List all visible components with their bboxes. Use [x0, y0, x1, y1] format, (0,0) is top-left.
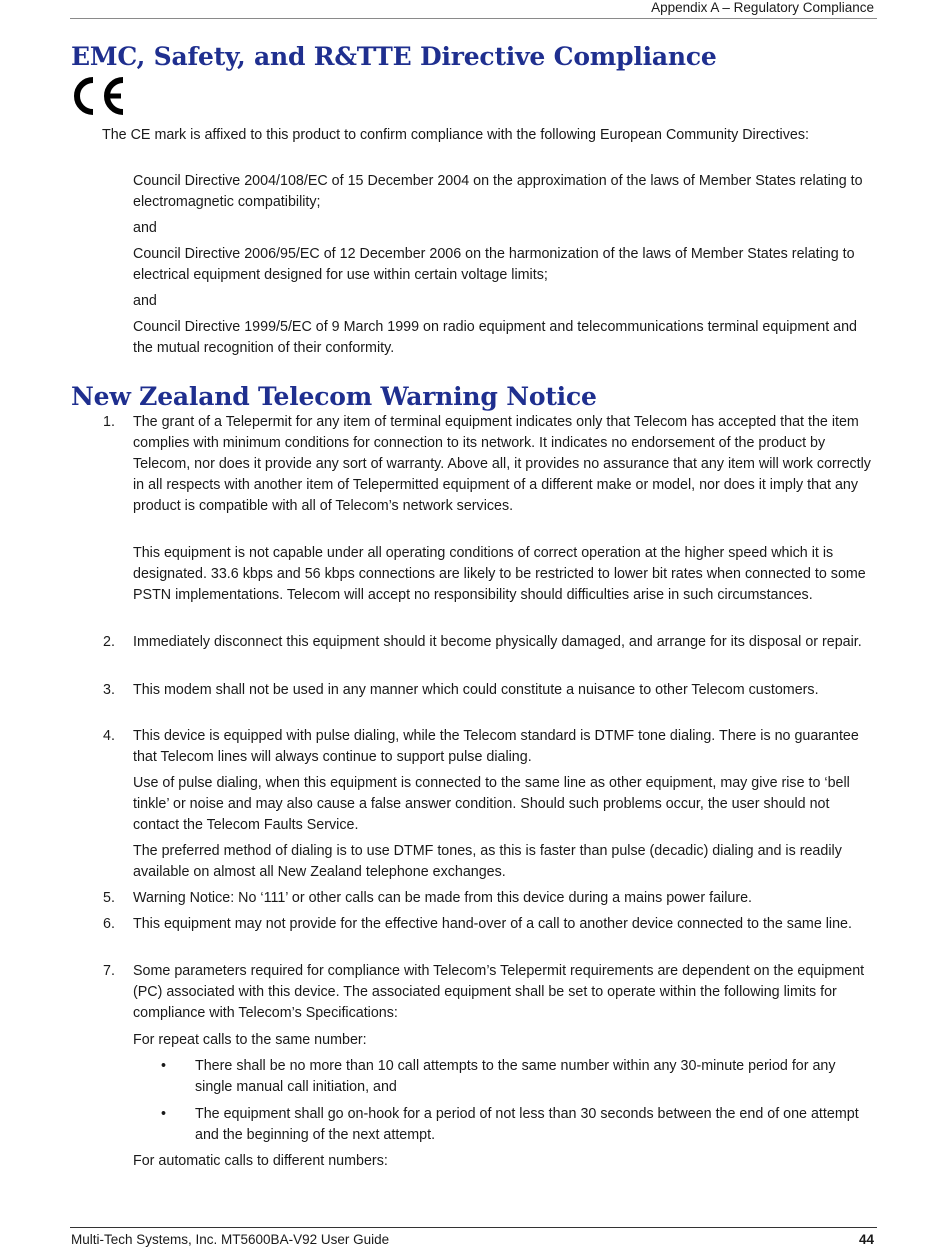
directive-1: Council Directive 2004/108/EC of 15 December 2004 on the approximation of the laws of Member States relating to electromagnetic compatibility; — [133, 173, 863, 210]
item-6-number: 6. — [103, 916, 115, 932]
page-number: 44 — [858, 1232, 874, 1247]
item-6-text: This equipment may not provide for the effective hand-over of a call to another device connected to the same line. — [133, 916, 852, 932]
ce-mark-icon — [71, 76, 129, 116]
item-7-text: Some parameters required for compliance with Telecom’s Telepermit requirements are dependent on the equipment (PC) associated with this device. The associated equipment shall be set to operate within the following limits for compliance with Telecom’s Specifications: — [133, 963, 865, 1021]
directive-2: Council Directive 2006/95/EC of 12 December 2006 on the harmonization of the laws of Member States relating to electrical equipment designed for use within certain voltage limits; — [133, 246, 855, 283]
item-4-sub-1: Use of pulse dialing, when this equipment is connected to the same line as other equipment, may give rise to ‘bell tinkle’ or noise and may also cause a false answer condition. Should such problems occur, the user should not contact the Telecom Faults Service. — [133, 775, 850, 833]
item-5-text: Warning Notice: No ‘111’ or other calls can be made from this device during a mains power failure. — [133, 890, 753, 906]
and-1: and — [133, 220, 157, 236]
item-1-sub-1: This equipment is not capable under all operating conditions of correct operation at the higher speed which it is designated. 33.6 kbps and 56 kbps connections are likely to be restricted to lower bit rates when connected to some PSTN implementations. Telecom will accept no responsibility should difficulties arise in such circumstances. — [133, 545, 866, 603]
item-3-text: This modem shall not be used in any manner which could constitute a nuisance to other Telecom customers. — [133, 682, 819, 698]
item-4-number: 4. — [103, 728, 115, 744]
bullet-icon: • — [161, 1058, 167, 1074]
item-2-text: Immediately disconnect this equipment should it become physically damaged, and arrange for its disposal or repair. — [133, 634, 862, 650]
footer-title: Multi-Tech Systems, Inc. MT5600BA-V92 User Guide — [71, 1232, 390, 1247]
item-5-number: 5. — [103, 890, 115, 906]
item-4-text: This device is equipped with pulse dialing, while the Telecom standard is DTMF tone dialing. There is no guarantee that Telecom lines will always continue to support pulse dialing. — [133, 728, 859, 765]
running-header: Appendix A – Regulatory Compliance — [651, 0, 874, 15]
item-3-number: 3. — [103, 682, 115, 698]
item-7-sub-1: For repeat calls to the same number: — [133, 1032, 367, 1048]
item-7-bullet-2: The equipment shall go on-hook for a period of not less than 30 seconds between the end of one attempt and the beginning of the next attempt. — [195, 1106, 859, 1143]
header-rule — [70, 18, 877, 19]
item-1-text: The grant of a Telepermit for any item of terminal equipment indicates only that Telecom has accepted that the item complies with minimum conditions for connection to its network. It indicates no endorsement of the product by Telecom, nor does it provide any sort of warranty. Above all, it provides no assurance that any item will work correctly in all respects with another item of Telepermitted equipment of a different make or model, nor does it imply that any product is compatible with all of Telecom’s network services. — [133, 414, 871, 514]
emc-intro: The CE mark is affixed to this product to confirm compliance with the following European Community Directives: — [102, 127, 809, 143]
and-2: and — [133, 293, 157, 309]
item-7-sub-2: For automatic calls to different numbers: — [133, 1153, 388, 1169]
emc-section-title: EMC, Safety, and R&TTE Directive Compliance — [71, 42, 717, 71]
item-1-number: 1. — [103, 414, 115, 430]
item-7-number: 7. — [103, 963, 115, 979]
item-2-number: 2. — [103, 634, 115, 650]
item-7-bullet-1: There shall be no more than 10 call attempts to the same number within any 30-minute period for any single manual call initiation, and — [195, 1058, 836, 1095]
item-4-sub-2: The preferred method of dialing is to use DTMF tones, as this is faster than pulse (decadic) dialing and is readily available on almost all New Zealand telephone exchanges. — [133, 843, 842, 880]
nz-section-title: New Zealand Telecom Warning Notice — [71, 382, 597, 411]
footer-rule — [70, 1227, 877, 1228]
bullet-icon: • — [161, 1106, 167, 1122]
directive-3: Council Directive 1999/5/EC of 9 March 1999 on radio equipment and telecommunications terminal equipment and the mutual recognition of their conformity. — [133, 319, 857, 356]
